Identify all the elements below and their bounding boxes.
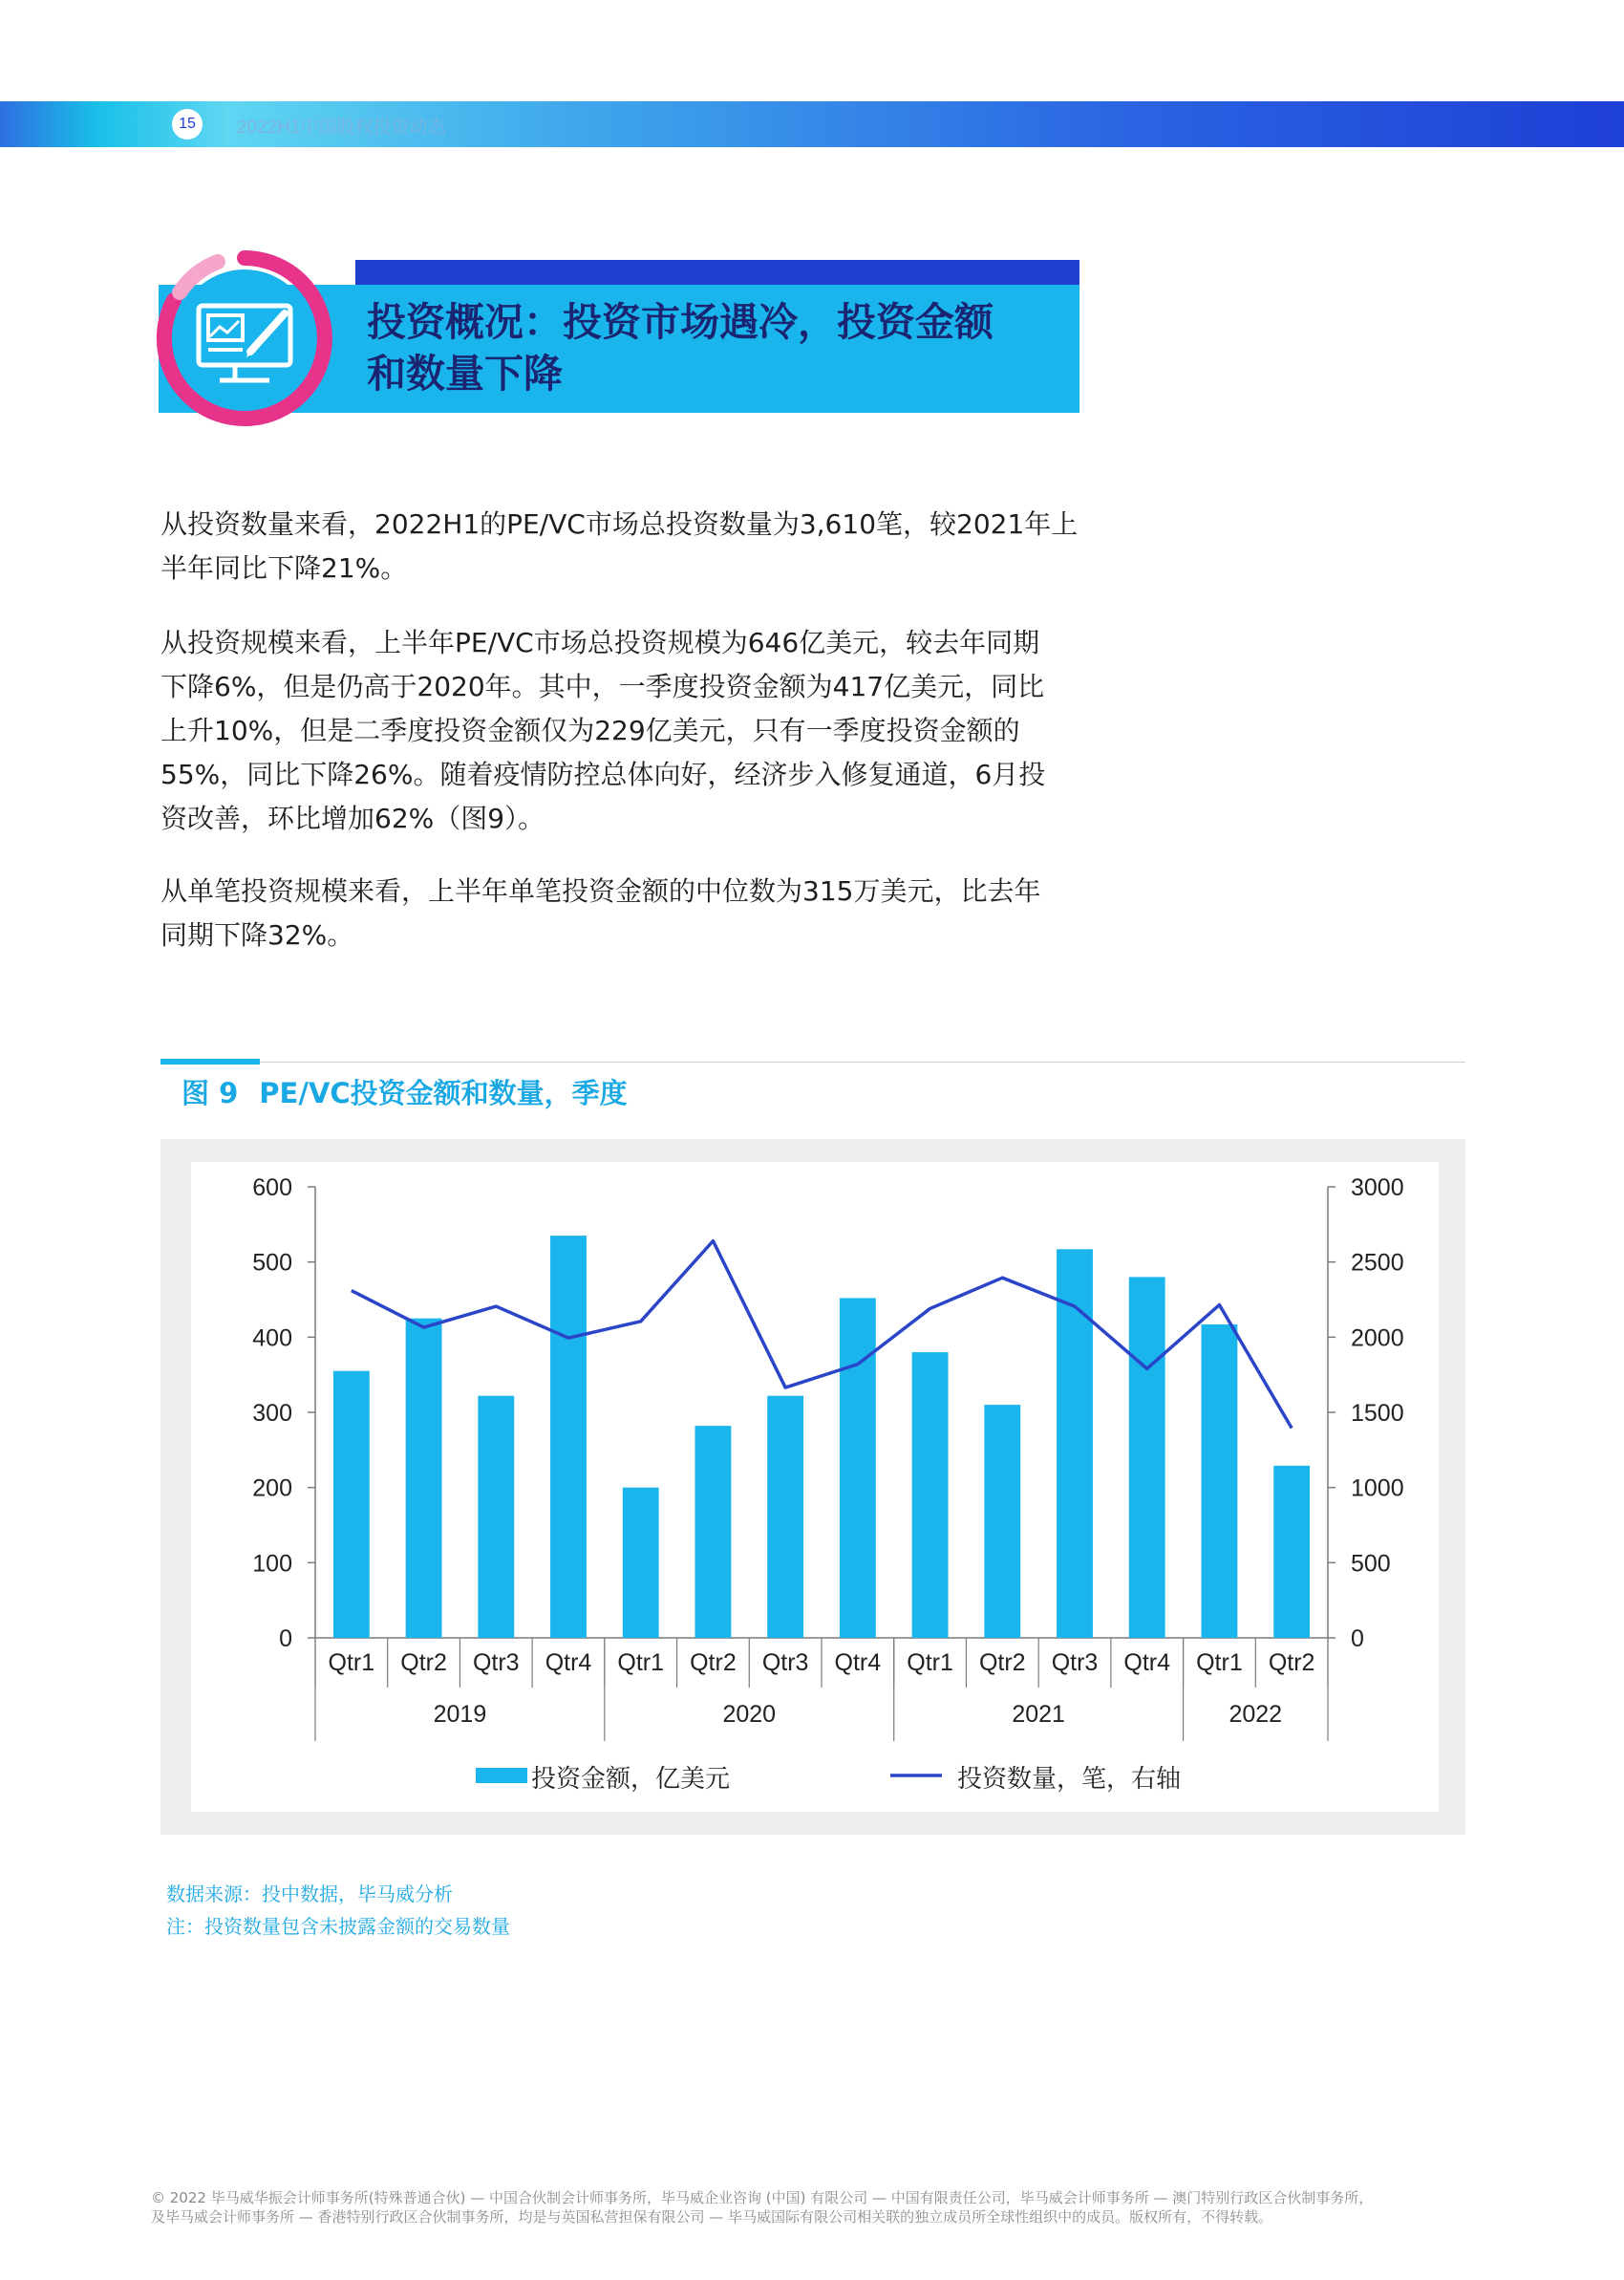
bar-investment-amount — [550, 1236, 587, 1638]
x-axis-category-label: Qtr4 — [545, 1649, 592, 1676]
footnote: 注：投资数量包含未披露金额的交易数量 — [166, 1915, 510, 1938]
paragraph-line: 55%，同比下降26%。随着疫情防控总体向好，经济步入修复通道，6月投 — [160, 759, 1046, 790]
figure-number: 图 9 — [182, 1077, 239, 1109]
x-axis-category-label: Qtr2 — [978, 1649, 1026, 1676]
x-axis-category-label: Qtr2 — [400, 1649, 447, 1676]
left-axis-tick-label: 500 — [252, 1249, 292, 1277]
x-axis-category-label: Qtr3 — [472, 1649, 520, 1676]
footer-line2: 及毕马威会计师事务所 — 香港特别行政区合伙制事务所，均是与英国私营担保有限公司 — 毕马威国际有限公司相关联的独立成员所全球性组织中的成员。版权所有，不得转载。 — [151, 2208, 1273, 2226]
section-title-line1: 投资概况：投资市场遇冷，投资金额 — [367, 299, 994, 345]
paragraph-line: 下降6%，但是仍高于2020年。其中，一季度投资金额为417亿美元，同比 — [160, 671, 1045, 702]
figure-caption: PE/VC投资金额和数量，季度 — [259, 1077, 628, 1109]
legend-line-label: 投资数量，笔，右轴 — [957, 1765, 1182, 1794]
bar-investment-amount — [1129, 1277, 1165, 1638]
x-axis-category-label: Qtr1 — [328, 1649, 375, 1676]
section-title — [367, 296, 1055, 399]
report-title: 2022H1中国股权投资动态 — [237, 118, 446, 138]
x-axis-category-label: Qtr1 — [907, 1649, 953, 1676]
figure-title — [182, 1072, 628, 1111]
right-axis-tick-label: 1500 — [1351, 1400, 1404, 1427]
figure-rule-accent — [160, 1059, 260, 1065]
bar-investment-amount — [478, 1396, 514, 1638]
x-axis-year-label: 2020 — [722, 1701, 777, 1728]
bar-investment-amount — [767, 1396, 803, 1638]
bar-investment-amount — [695, 1426, 732, 1638]
right-axis-tick-label: 0 — [1351, 1625, 1364, 1652]
paragraph-line: 资改善，环比增加62%（图9）。 — [160, 803, 545, 834]
legend-bar-label: 投资金额，亿美元 — [531, 1765, 731, 1794]
bar-investment-amount — [1273, 1466, 1310, 1638]
left-axis-tick-label: 600 — [252, 1174, 292, 1201]
x-axis-category-label: Qtr3 — [1051, 1649, 1099, 1676]
left-axis-tick-label: 100 — [252, 1550, 292, 1578]
x-axis-category-label: Qtr2 — [1268, 1649, 1315, 1676]
x-axis-year-label: 2021 — [1012, 1701, 1065, 1728]
bar-investment-amount — [1202, 1324, 1238, 1638]
x-axis-category-label: Qtr3 — [761, 1649, 809, 1676]
paragraph-line: 上升10%，但是二季度投资金额仅为229亿美元，只有一季度投资金额的 — [160, 715, 1020, 746]
paragraph-line: 从单笔投资规模来看，上半年单笔投资金额的中位数为315万美元，比去年 — [160, 875, 1041, 907]
x-axis-year-label: 2019 — [433, 1701, 487, 1728]
bar-investment-amount — [333, 1371, 370, 1638]
paragraph-investment-scale — [160, 621, 1087, 841]
paragraph-investment-count — [160, 503, 1087, 591]
x-axis-category-label: Qtr4 — [1123, 1649, 1171, 1676]
section-title-line2: 和数量下降 — [367, 351, 563, 397]
data-source-note: 数据来源：投中数据，毕马威分析 — [166, 1882, 453, 1905]
right-axis-tick-label: 1000 — [1351, 1474, 1404, 1502]
right-axis-tick-label: 2000 — [1351, 1324, 1404, 1352]
paragraph-line: 从投资规模来看，上半年PE/VC市场总投资规模为646亿美元，较去年同期 — [160, 627, 1040, 658]
right-axis-tick-label: 2500 — [1351, 1249, 1404, 1277]
bar-investment-amount — [623, 1488, 659, 1638]
section-banner-accent — [355, 260, 1079, 287]
copyright-footer — [151, 2188, 1488, 2226]
legend-bar-swatch — [476, 1768, 527, 1783]
bar-investment-amount — [912, 1352, 949, 1638]
figure-rule — [260, 1062, 1465, 1063]
x-axis-category-label: Qtr1 — [1196, 1649, 1243, 1676]
left-axis-tick-label: 300 — [252, 1400, 292, 1427]
paragraph-single-deal — [160, 870, 1087, 957]
x-axis-category-label: Qtr2 — [690, 1649, 737, 1676]
paragraph-line: 从投资数量来看，2022H1的PE/VC市场总投资数量为3,610笔，较2021年上 — [160, 508, 1079, 540]
left-axis-tick-label: 0 — [279, 1625, 292, 1652]
x-axis-category-label: Qtr1 — [617, 1649, 665, 1676]
right-axis-tick-label: 500 — [1351, 1550, 1391, 1578]
bar-investment-amount — [984, 1405, 1020, 1638]
chart-investment-amount-and-count — [191, 1162, 1439, 1812]
bar-investment-amount — [840, 1298, 876, 1638]
x-axis-category-label: Qtr4 — [834, 1649, 882, 1676]
paragraph-line: 半年同比下降21%。 — [160, 552, 408, 584]
footer-line1: © 2022 毕马威华振会计师事务所(特殊普通合伙) — 中国合伙制会计师事务所，毕马威企业咨询 (中国) 有限公司 — 中国有限责任公司，毕马威会计师事务所 — 澳门特别行政区合伙制事务所， — [151, 2189, 1374, 2206]
page-number: 15 — [172, 109, 203, 140]
bar-investment-amount — [406, 1319, 442, 1638]
x-axis-year-label: 2022 — [1229, 1701, 1283, 1728]
left-axis-tick-label: 200 — [252, 1474, 292, 1502]
paragraph-line: 同期下降32%。 — [160, 919, 354, 951]
monitor-chart-pencil-icon — [151, 245, 338, 432]
left-axis-tick-label: 400 — [252, 1324, 292, 1352]
right-axis-tick-label: 3000 — [1351, 1174, 1404, 1201]
